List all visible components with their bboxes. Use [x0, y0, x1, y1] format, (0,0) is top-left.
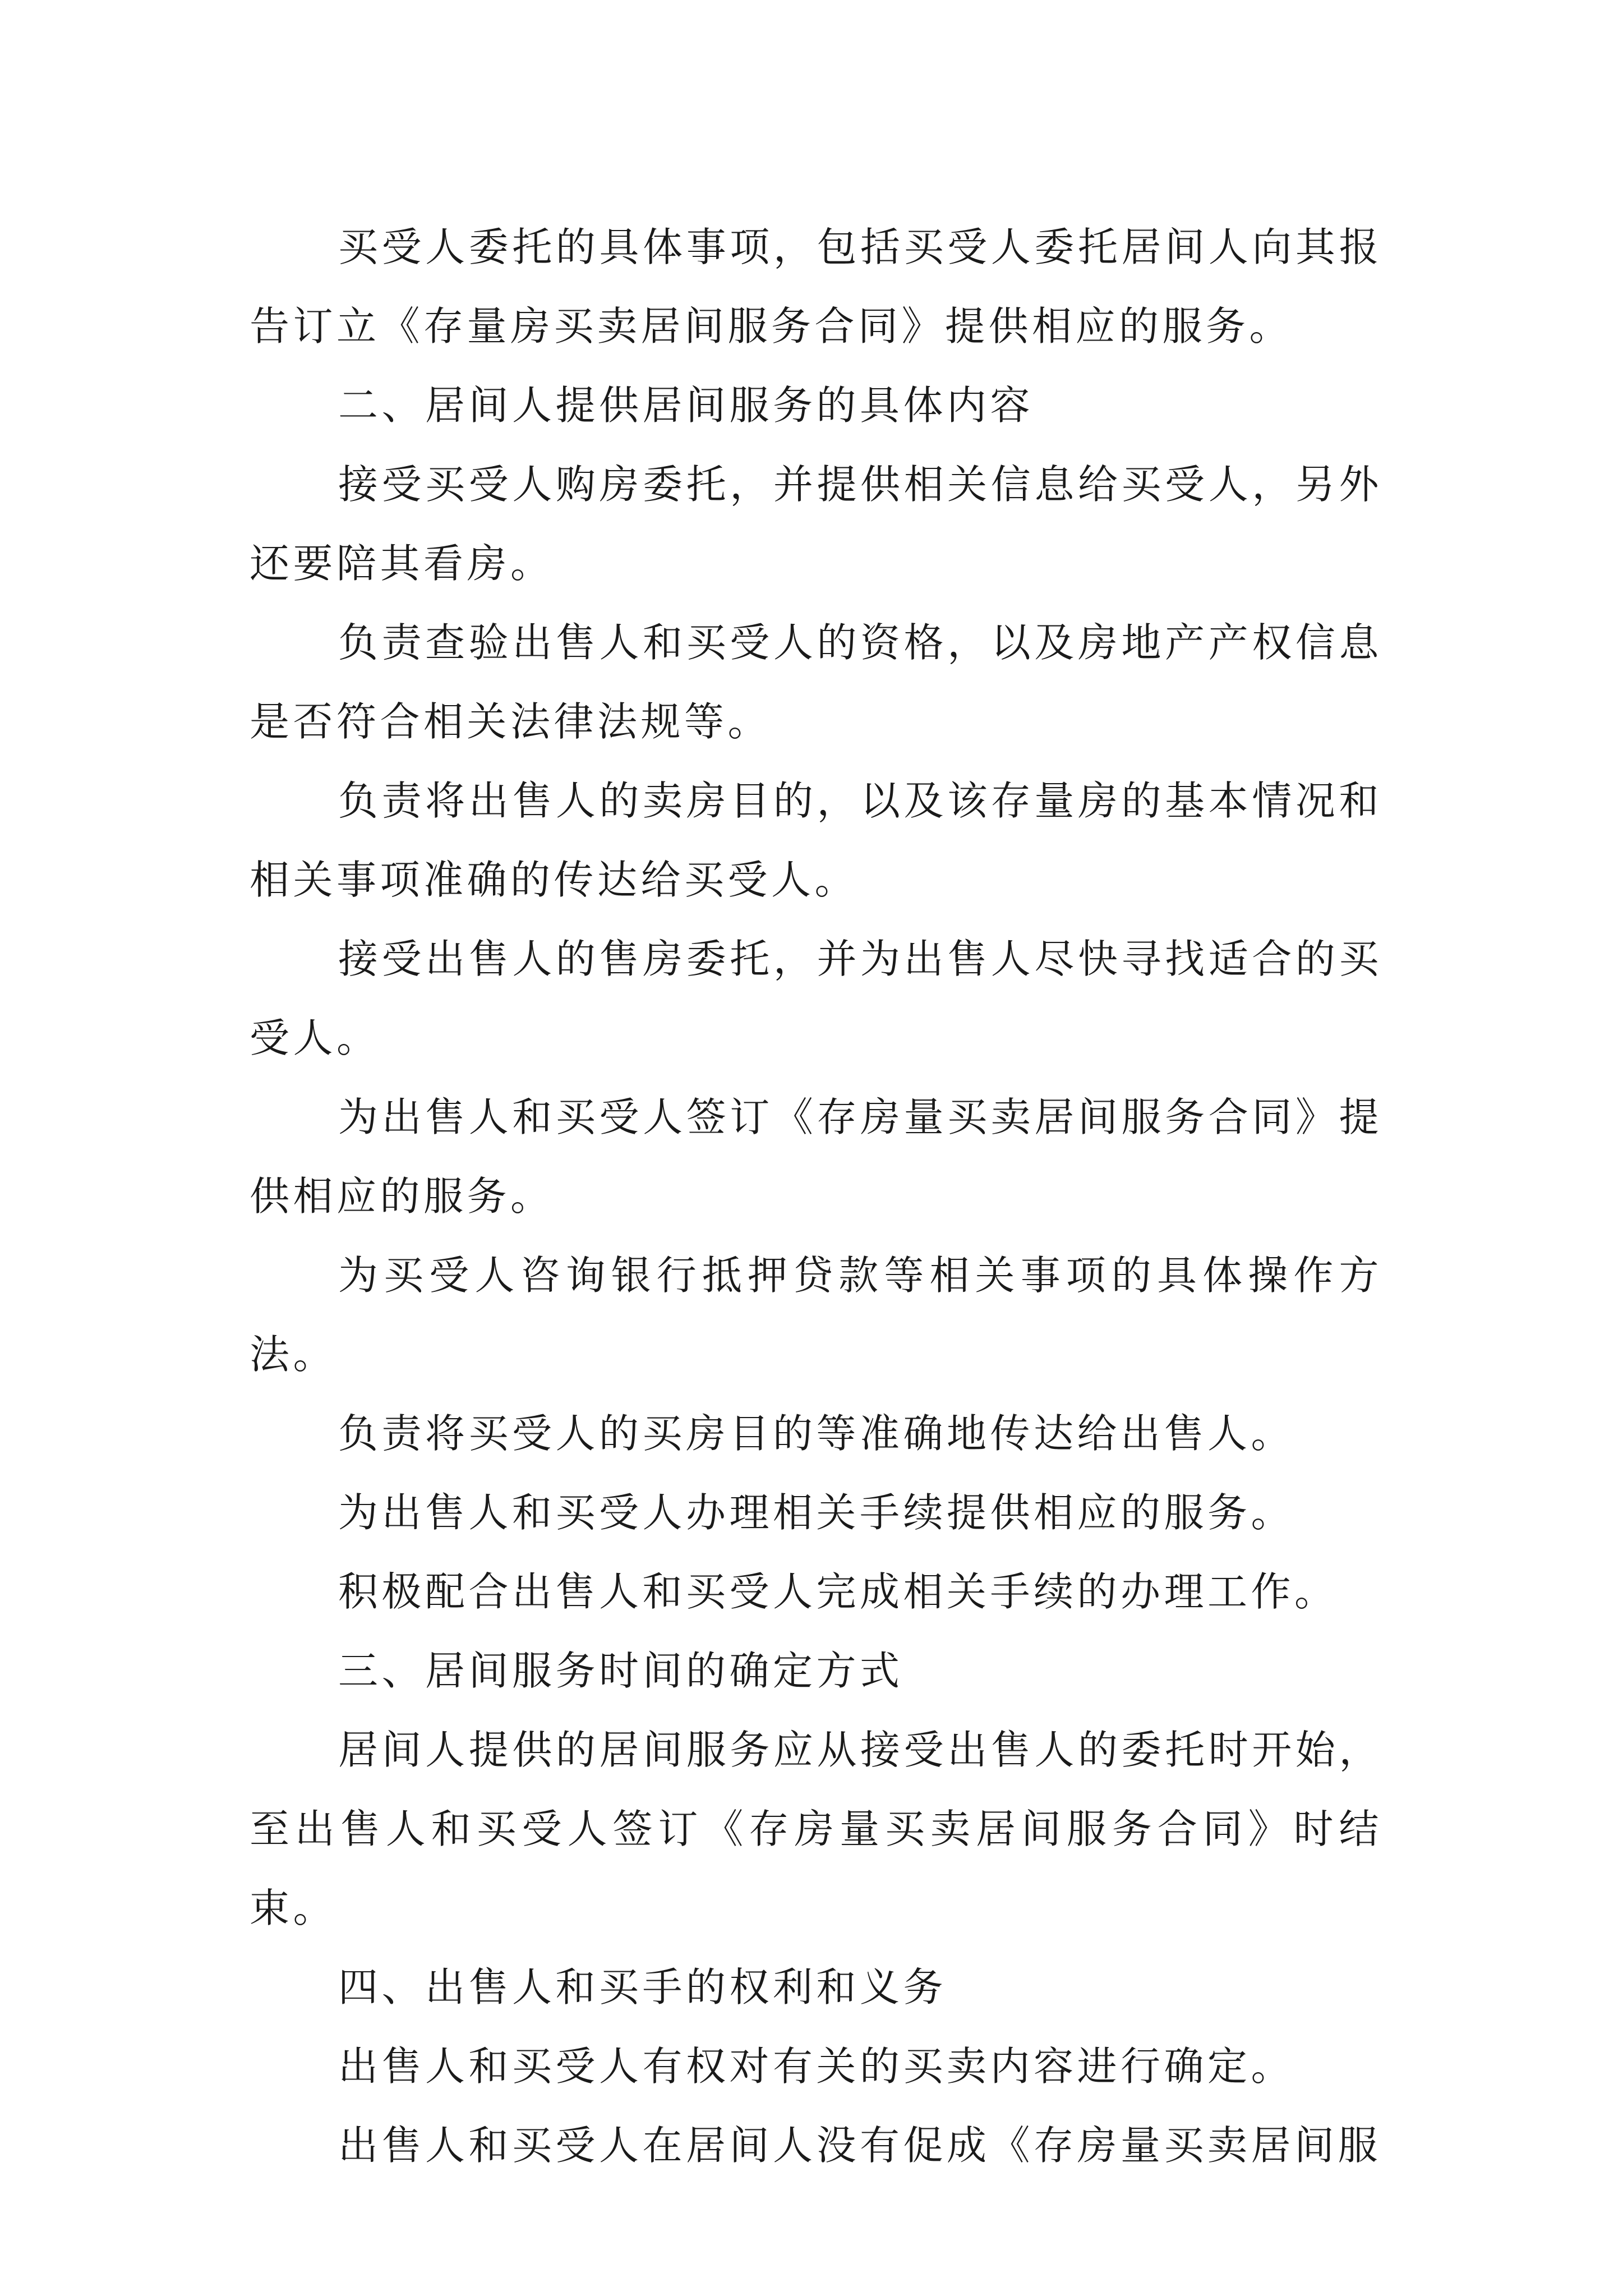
- paragraph-unfinished: 出售人和买受人在居间人没有促成《存房量买卖居间服: [338, 2122, 1382, 2169]
- paragraph-cooperate: 积极配合出售人和买受人完成相关手续的办理工作。: [338, 1568, 1338, 1615]
- document-body: [250, 208, 1382, 2185]
- paragraph-contract-service: 为出售人和买受人签订《存房量买卖居间服务合同》提供相应的服务。: [250, 1094, 1382, 1220]
- section-heading-2: 二、居间人提供居间服务的具体内容: [338, 382, 1034, 429]
- paragraph-accept-sale: 接受出售人的售房委托，并为出售人尽快寻找适合的买受人。: [250, 936, 1382, 1061]
- paragraph-accept-purchase: 接受买受人购房委托，并提供相关信息给买受人，另外还要陪其看房。: [250, 461, 1382, 587]
- paragraph-confirm-content: 出售人和买受人有权对有关的买卖内容进行确定。: [338, 2043, 1295, 2090]
- paragraph-delegated-matters: 买受人委托的具体事项，包括买受人委托居间人向其报告订立《存量房买卖居间服务合同》提供相应的服务。: [250, 224, 1382, 349]
- paragraph-verify-qualification: 负责查验出售人和买受人的资格，以及房地产产权信息是否符合相关法律法规等。: [250, 619, 1382, 745]
- paragraph-convey-buyer-purpose: 负责将买受人的买房目的等准确地传达给出售人。: [338, 1410, 1295, 1457]
- paragraph-loan-consult: 为买受人咨询银行抵押贷款等相关事项的具体操作方法。: [250, 1252, 1382, 1378]
- section-heading-4: 四、出售人和买手的权利和义务: [338, 1964, 947, 2010]
- paragraph-service-period: 居间人提供的居间服务应从接受出售人的委托时开始，至出售人和买受人签订《存房量买卖居间服务合同》时结束。: [250, 1727, 1382, 1931]
- paragraph-convey-seller-purpose: 负责将出售人的卖房目的，以及该存量房的基本情况和相关事项准确的传达给买受人。: [250, 777, 1382, 903]
- section-heading-3: 三、居间服务时间的确定方式: [338, 1648, 903, 1694]
- paragraph-procedures-service: 为出售人和买受人办理相关手续提供相应的服务。: [338, 1489, 1295, 1536]
